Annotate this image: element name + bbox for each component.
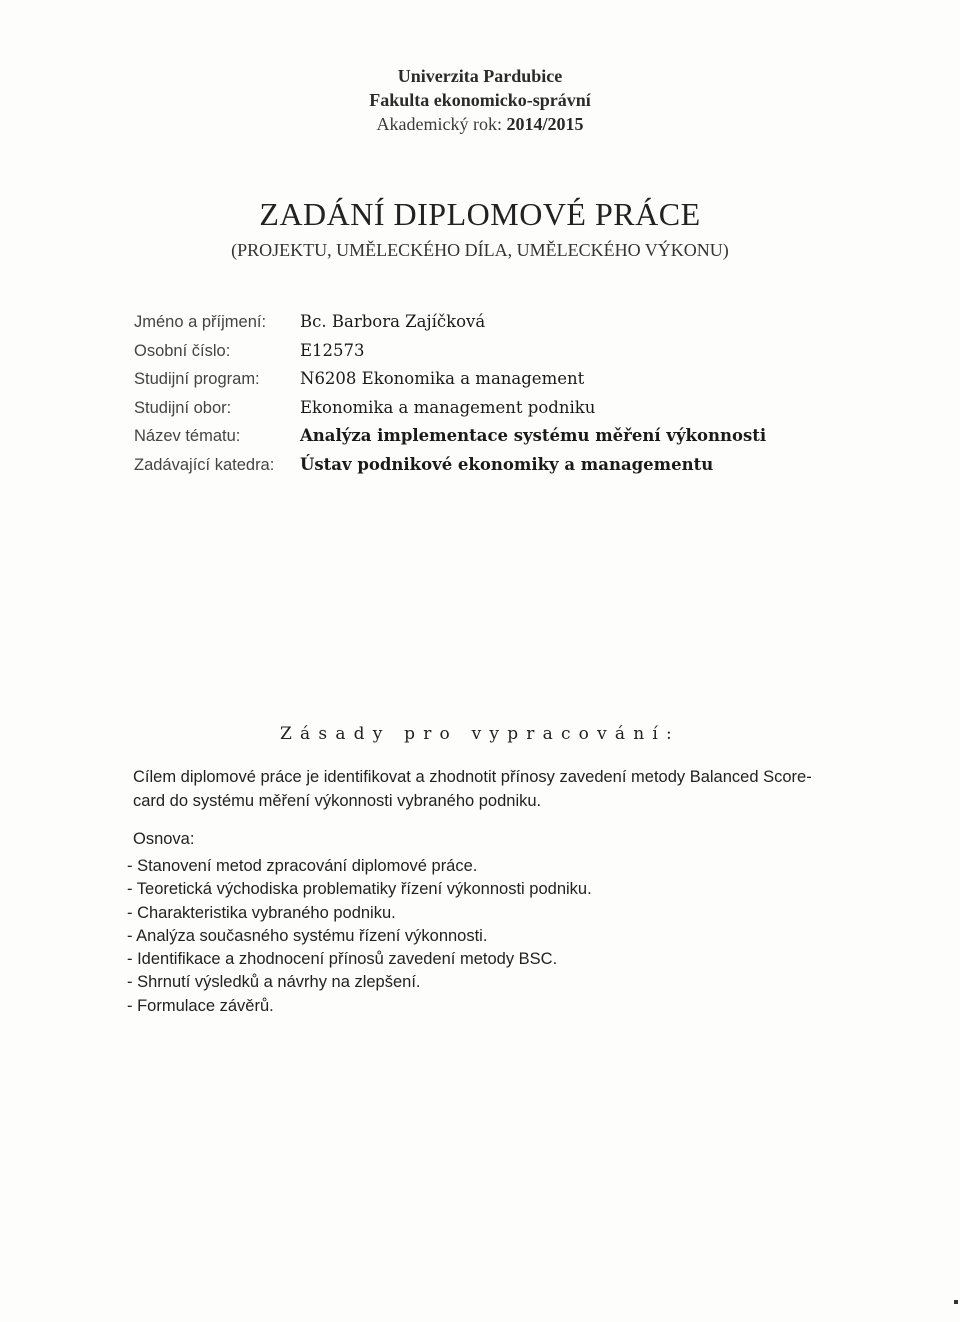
outline-item: - Charakteristika vybraného podniku. [127, 902, 592, 925]
info-value: N6208 Ekonomika a management [300, 369, 585, 388]
outline-list [127, 855, 592, 1018]
outline-item: - Teoretická východiska problematiky řízení výkonnosti podniku. [127, 878, 592, 901]
outline-item: - Stanovení metod zpracování diplomové práce. [127, 855, 592, 878]
document-title: ZADÁNÍ DIPLOMOVÉ PRÁCE [259, 196, 701, 232]
document-subtitle: (PROJEKTU, UMĚLECKÉHO DÍLA, UMĚLECKÉHO VÝKONU) [231, 240, 729, 260]
student-info [134, 308, 766, 479]
academic-year [0, 112, 960, 136]
info-row-department [134, 451, 766, 480]
info-label: Jméno a příjmení: [134, 313, 267, 331]
info-label: Osobní číslo: [134, 341, 231, 360]
info-label: Zadávající katedra: [134, 455, 275, 474]
goal-paragraph [133, 766, 833, 813]
info-label: Název tématu: [134, 427, 241, 445]
info-value: Analýza implementace systému měření výkonnosti [300, 426, 767, 445]
info-row-name [134, 308, 766, 337]
outline-item: - Formulace závěrů. [127, 995, 592, 1018]
academic-year-label: Akademický rok: [376, 114, 502, 134]
info-label: Studijní obor: [134, 398, 232, 417]
outline-item: - Analýza současného systému řízení výkonnosti. [127, 925, 592, 948]
document-header [0, 64, 960, 136]
goal-line: card do systému měření výkonnosti vybraného podniku. [133, 791, 542, 810]
info-value: Ekonomika a management podniku [300, 397, 596, 417]
info-row-personal-number [134, 337, 766, 366]
outline-label: Osnova: [133, 830, 195, 848]
goal-line: Cílem diplomové práce je identifikovat a zhodnotit přínosy zavedení metody Balanced Score- [133, 768, 812, 786]
info-row-topic [134, 422, 766, 451]
academic-year-value: 2014/2015 [506, 114, 584, 134]
info-row-field [134, 394, 766, 423]
university-name: Univerzita Pardubice [397, 66, 563, 86]
outline-item: - Shrnutí výsledků a návrhy na zlepšení. [127, 971, 592, 994]
info-label: Studijní program: [134, 370, 260, 388]
outline-item: - Identifikace a zhodnocení přínosů zavedení metody BSC. [127, 948, 592, 971]
section-heading: Zásady pro vypracování: [280, 724, 680, 744]
faculty-name: Fakulta ekonomicko-správní [369, 90, 591, 110]
info-value: Bc. Barbora Zajíčková [300, 312, 486, 331]
info-row-program [134, 365, 766, 394]
info-value: E12573 [300, 340, 365, 360]
scan-speck [954, 1300, 958, 1304]
info-value: Ústav podnikové ekonomiky a managementu [300, 454, 714, 474]
